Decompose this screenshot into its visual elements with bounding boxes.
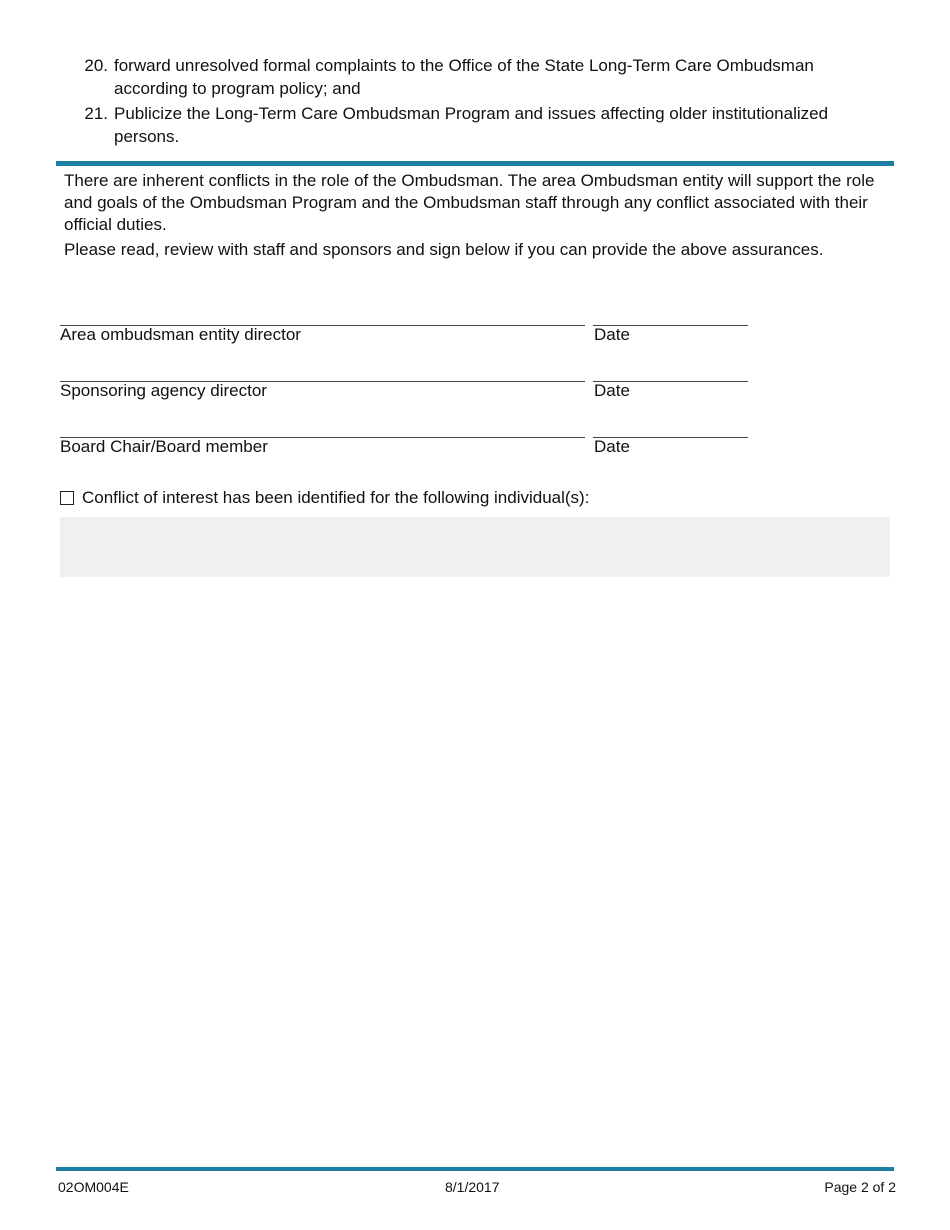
signature-row-board-chair xyxy=(60,437,760,467)
conflict-individuals-field[interactable] xyxy=(60,517,890,577)
date-label: Date xyxy=(594,325,630,344)
notice-section xyxy=(64,170,890,264)
conflict-of-interest-checkbox[interactable] xyxy=(60,491,74,505)
signature-row-sponsoring-director xyxy=(60,381,760,411)
date-label: Date xyxy=(594,381,630,400)
date-label: Date xyxy=(594,437,630,456)
form-date: 8/1/2017 xyxy=(445,1179,500,1195)
signature-label: Board Chair/Board member xyxy=(60,437,268,456)
list-item-text: Publicize the Long-Term Care Ombudsman Program and issues affecting older institutionalized persons. xyxy=(114,104,829,146)
list-item-number: 21. xyxy=(84,104,108,123)
signature-row-area-director xyxy=(60,325,760,355)
conflict-of-interest-row xyxy=(60,488,589,508)
signature-label: Sponsoring agency director xyxy=(60,381,267,400)
list-item xyxy=(60,54,890,100)
assurances-list xyxy=(60,54,890,150)
footer-divider xyxy=(56,1167,894,1171)
list-item xyxy=(60,102,890,148)
signature-label: Area ombudsman entity director xyxy=(60,325,301,344)
form-id: 02OM004E xyxy=(58,1179,129,1195)
list-item-text: forward unresolved formal complaints to the Office of the State Long-Term Care Ombudsman according to program policy; and xyxy=(114,56,814,98)
list-item-number: 20. xyxy=(84,56,108,75)
conflict-of-interest-label: Conflict of interest has been identified for the following individual(s): xyxy=(82,488,590,507)
page-number: Page 2 of 2 xyxy=(824,1179,896,1195)
section-divider xyxy=(56,161,894,166)
notice-paragraph-conflicts: There are inherent conflicts in the role of the Ombudsman. The area Ombudsman entity will support the role and goals of the Ombudsman Program and the Ombudsman staff through any conflict associated with their official duties. xyxy=(64,171,875,234)
notice-paragraph-instructions: Please read, review with staff and sponsors and sign below if you can provide the above assurances. xyxy=(64,240,824,259)
